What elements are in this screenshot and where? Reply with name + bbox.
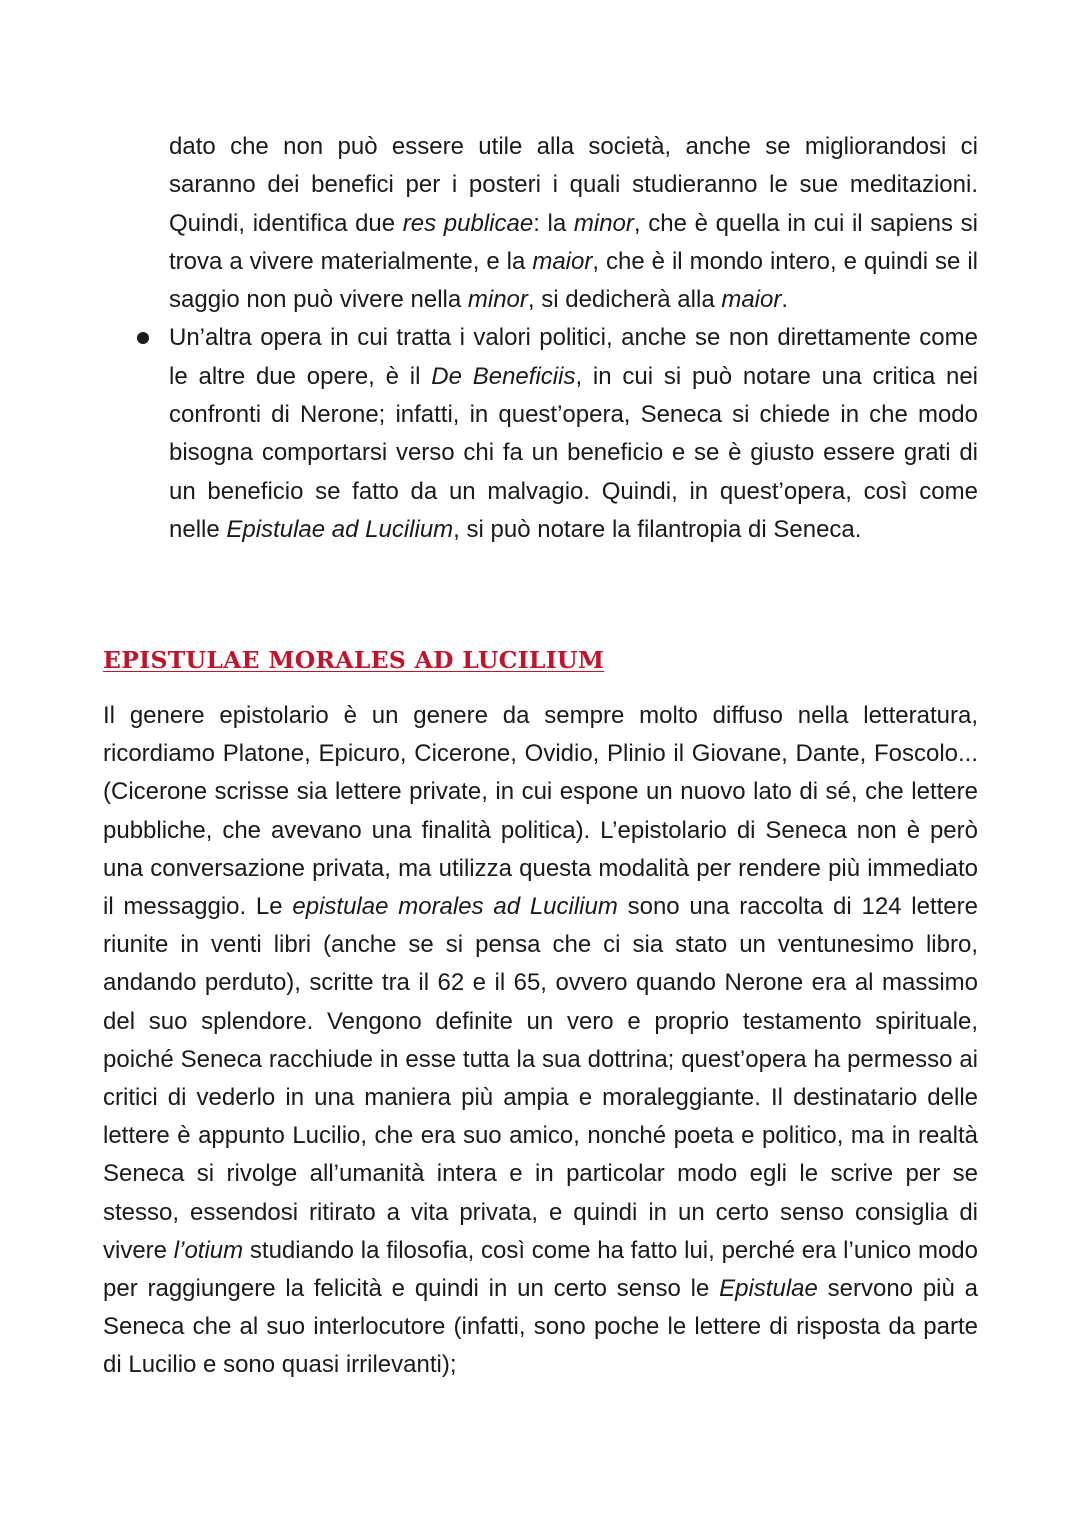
text-run: , si può notare la filantropia di Seneca.: [453, 515, 862, 543]
italic-run: minor: [467, 286, 528, 314]
italic-run: maior: [532, 247, 593, 275]
italic-run: Epistulae ad Lucilium: [226, 515, 454, 543]
text-run: servono più a Seneca che al suo interlocutore (infatti, sono poche le lettere di risposta da parte di Lucilio e sono quasi irrilevanti);: [103, 1275, 978, 1379]
section-heading: EPISTULAE MORALES AD LUCILIUM: [103, 646, 605, 674]
text-run: studiando la filosofia, così come ha fatto lui, perché era l’unico modo per raggiungere la felicità e quindi in un certo senso le: [103, 1236, 978, 1303]
italic-run: res publicae: [402, 209, 534, 237]
italic-run: minor: [573, 209, 634, 237]
text-run: .: [781, 286, 789, 314]
body-paragraph: [103, 697, 978, 1385]
text-run: Il genere epistolario è un genere da sempre molto diffuso nella letteratura, ricordiamo Platone, Epicuro, Cicerone, Ovidio, Plinio il Giovane, Dante, Foscolo... (Cicerone scrisse sia lettere private, in cui espone un nuovo lato di sé, che lettere pubbliche, che avevano una finalità politica). L’epistolario di Seneca non è però una conversazione privata, ma utilizza questa modalità per rendere più immediato il messaggio. Le: [103, 702, 978, 921]
text-run: sono una raccolta di 124 lettere riunite in venti libri (anche se si pensa che ci sia stato un ventunesimo libro, andando perduto), scritte tra il 62 e il 65, ovvero quando Nerone era al massimo del suo splendore. Vengono definite un vero e proprio testamento spirituale, poiché Seneca racchiude in esse tutta la sua dottrina; quest’opera ha permesso ai critici di vederlo in una maniera più ampia e moraleggiante. Il destinatario delle lettere è appunto Lucilio, che era suo amico, nonché poeta e politico, ma in realtà Seneca si rivolge all’umanità intera e in particolar modo egli le scrive per se stesso, essendosi ritirato a vita privata, e quindi in un certo senso consiglia di vivere: [103, 893, 978, 1264]
text-run: , si dedicherà alla: [527, 286, 722, 314]
text-run: : la: [533, 209, 574, 237]
text-run: Un’altra opera in cui tratta i valori politici, anche se non direttamente come le altre due opere, è il: [169, 324, 978, 390]
italic-run: maior: [721, 286, 782, 314]
italic-run: De Beneficiis: [431, 362, 576, 390]
italic-run: l’otium: [173, 1236, 244, 1264]
text-run: , in cui si può notare una critica nei confronti di Nerone; infatti, in quest’opera, Seneca si chiede in che modo bisogna comportarsi verso chi fa un beneficio e se è giusto essere grati di un beneficio se fatto da un malvagio. Quindi, in quest’opera, così come nelle: [169, 362, 979, 543]
text-run: , che è il mondo intero, e quindi se il saggio non può vivere nella: [169, 247, 978, 314]
text-run: dato che non può essere utile alla società, anche se migliorandosi ci saranno dei benefici per i posteri i quali studieranno le sue meditazioni. Quindi, identifica due: [169, 133, 978, 237]
list-item: [103, 319, 978, 549]
bullet-icon: [137, 332, 149, 344]
bullet-list: [103, 128, 978, 549]
list-item-continued: [103, 128, 978, 319]
italic-run: Epistulae: [719, 1275, 818, 1303]
italic-run: epistulae morales ad Lucilium: [292, 893, 618, 921]
text-run: , che è quella in cui il sapiens si trova a vivere materialmente, e la: [169, 209, 979, 275]
